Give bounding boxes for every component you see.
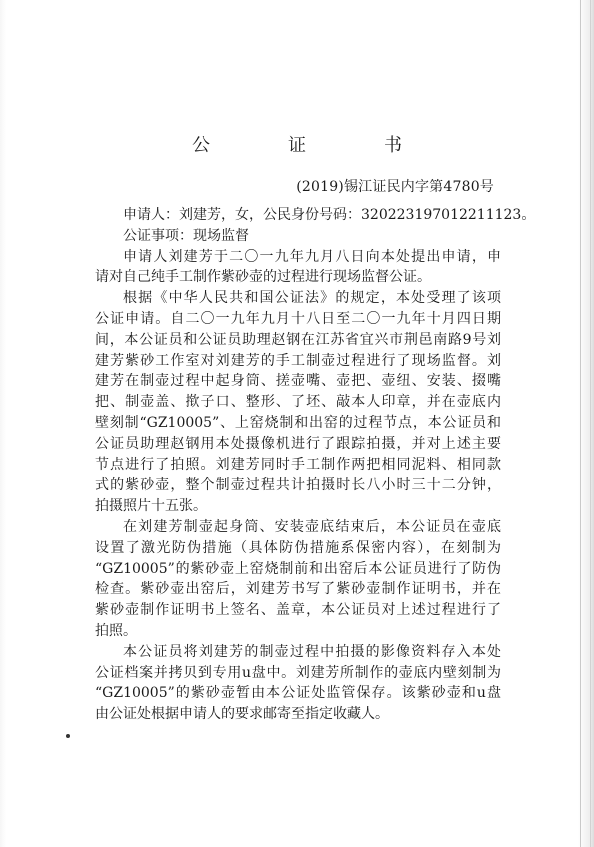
paragraph-line bbox=[95, 434, 501, 455]
document-number: (2019)锡江证民内字第4780号 bbox=[296, 179, 494, 195]
paragraph-line-text: “GZ10005”的紫砂壶暂由本公证处监管保存。该紫砂壶和u盘 bbox=[95, 685, 501, 702]
paragraph-line bbox=[95, 371, 501, 392]
paragraph bbox=[95, 642, 501, 725]
paragraph-line bbox=[95, 288, 501, 309]
paragraph-line-text: 本公证员将刘建芳的制壶过程中拍摄的影像资料存入本处 bbox=[123, 643, 501, 660]
applicant-line bbox=[95, 205, 536, 226]
paragraph-line-text: 间，本公证员和公证员助理赵钢在江苏省宜兴市荆邑南路9号刘 bbox=[95, 331, 501, 348]
paragraph-line-text: 请对自己纯手工制作紫砂壶的过程进行现场监督公证。 bbox=[95, 269, 431, 286]
paragraph-line bbox=[95, 475, 501, 496]
paragraph-line bbox=[95, 621, 501, 642]
applicant-text: 申请人：刘建芳，女，公民身份号码：320223197012211123。 bbox=[123, 207, 536, 223]
paragraph-line bbox=[95, 247, 501, 268]
paragraph-line bbox=[95, 538, 501, 559]
paragraph-line-text: 由公证处根据申请人的要求邮寄至指定收藏人。 bbox=[95, 706, 389, 723]
paragraph-line-text: 紫砂壶制作证明书上签名、盖章，本公证员对上述过程进行了 bbox=[95, 602, 501, 619]
paragraph-line-text: 在刘建芳制壶起身筒、安装壶底结束后，本公证员在壶底 bbox=[123, 518, 501, 535]
paragraph-line-text: 节点进行了拍照。刘建芳同时手工制作两把相同泥料、相同款 bbox=[95, 456, 501, 473]
paragraph-line-text: 公证员助理赵钢用本处摄像机进行了跟踪拍摄，并对上述主要 bbox=[95, 435, 501, 452]
document-title: 公 证 书 bbox=[192, 135, 432, 156]
paragraph-line bbox=[95, 663, 501, 684]
paragraph-line bbox=[95, 559, 501, 580]
paragraph-line bbox=[95, 600, 501, 621]
paragraph-line bbox=[95, 704, 501, 725]
paragraph-line-text: “GZ10005”的紫砂壶上窑烧制前和出窑后本公证员进行了防伪 bbox=[95, 560, 501, 577]
paragraph-line bbox=[95, 683, 501, 704]
matter-text: 公证事项：现场监督 bbox=[123, 227, 249, 244]
paragraph-line-text: 申请人刘建芳于二〇一九年九月八日向本处提出申请，申 bbox=[123, 248, 501, 265]
paragraph-line-text: 式的紫砂壶，整个制壶过程共计拍摄时长八小时三十二分钟， bbox=[95, 477, 501, 494]
paragraph-line-text: 把、制壶盖、揿子口、整形、了坯、敲本人印章，并在壶底内 bbox=[95, 394, 501, 411]
paragraph-list bbox=[95, 247, 501, 725]
paragraph-line-text: 公证申请。自二〇一九年九月十八日至二〇一九年十月四日期 bbox=[95, 310, 501, 327]
document-body bbox=[95, 205, 536, 725]
paragraph bbox=[95, 247, 501, 289]
paragraph-line bbox=[95, 330, 501, 351]
paragraph-line bbox=[95, 413, 501, 434]
paragraph-line bbox=[95, 496, 501, 517]
paragraph-line-text: 检查。紫砂壶出窑后，刘建芳书写了紫砂壶制作证明书，并在 bbox=[95, 581, 501, 598]
paragraph-line-text: 根据《中华人民共和国公证法》的规定，本处受理了该项 bbox=[123, 290, 501, 307]
paragraph-line-text: 拍照。 bbox=[95, 622, 137, 639]
paragraph-line-text: 壁刻制“GZ10005”、上窑烧制和出窑的过程节点，本公证员和 bbox=[95, 414, 501, 431]
matter-line bbox=[95, 226, 501, 247]
paragraph-line-text: 设置了激光防伪措施（具体防伪措施系保密内容），在刻制为 bbox=[95, 539, 501, 556]
paragraph-line-text: 公证档案并拷贝到专用u盘中。刘建芳所制作的壶底内壁刻制为 bbox=[95, 664, 501, 681]
paragraph-line bbox=[95, 392, 501, 413]
paragraph bbox=[95, 288, 501, 517]
paragraph-line bbox=[95, 309, 501, 330]
paragraph-line bbox=[95, 455, 501, 476]
paragraph-line-text: 拍摄照片十五张。 bbox=[95, 498, 207, 515]
paragraph-line-text: 建芳在制壶过程中起身筒、搓壶嘴、壶把、壶纽、安装、掇嘴 bbox=[95, 373, 501, 390]
paragraph-line bbox=[95, 351, 501, 372]
page-edge-shadow bbox=[580, 0, 581, 847]
paragraph-line bbox=[95, 642, 501, 663]
paragraph bbox=[95, 517, 501, 642]
scan-mark bbox=[66, 734, 70, 738]
paragraph-line bbox=[95, 579, 501, 600]
paragraph-line-text: 建芳紫砂工作室对刘建芳的手工制壶过程进行了现场监督。刘 bbox=[95, 352, 501, 369]
paragraph-line bbox=[95, 517, 501, 538]
page-edge-shadow-outer bbox=[590, 0, 591, 847]
paragraph-line bbox=[95, 267, 501, 288]
